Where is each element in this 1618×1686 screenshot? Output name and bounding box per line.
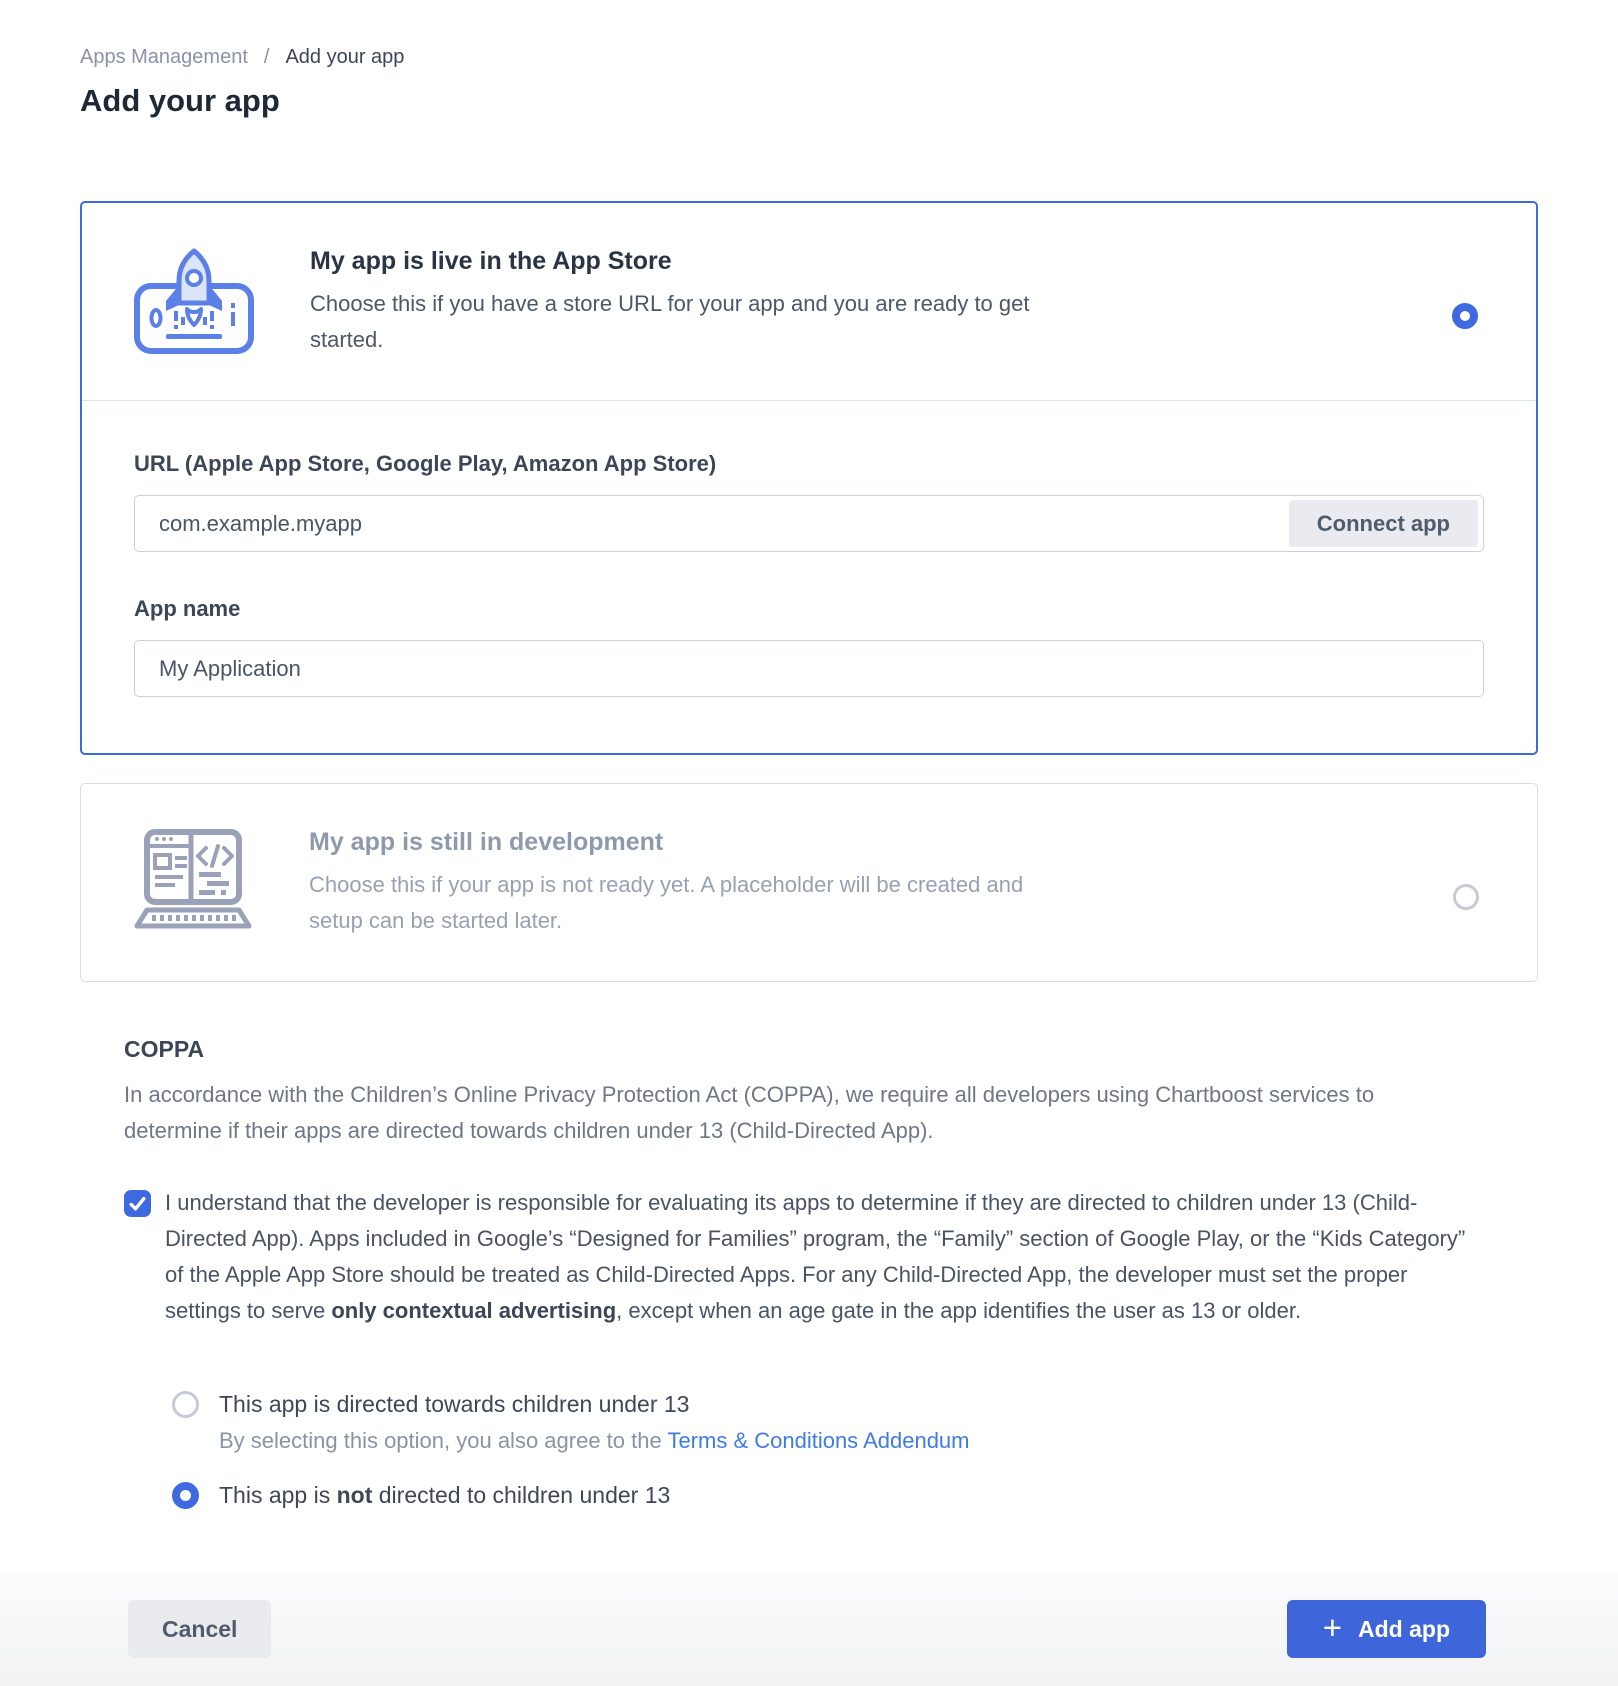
coppa-heading: COPPA bbox=[124, 1036, 205, 1062]
dev-app-description: Choose this if your app is not ready yet. A placeholder will be created and setup can be started later. bbox=[309, 872, 1024, 933]
add-app-button-label: Add app bbox=[1358, 1615, 1450, 1642]
check-icon bbox=[124, 1190, 151, 1218]
dev-app-option[interactable] bbox=[81, 784, 1537, 981]
option-not-directed-children[interactable] bbox=[172, 1482, 1538, 1509]
add-app-button[interactable] bbox=[1287, 1600, 1486, 1658]
coppa-checkbox-checked[interactable] bbox=[124, 1190, 151, 1217]
option-directed-children[interactable] bbox=[172, 1391, 1538, 1418]
not-directed-radio-label: This app is not directed to children under 13 bbox=[219, 1482, 671, 1508]
live-app-description: Choose this if you have a store URL for your app and you are ready to get started. bbox=[310, 291, 1030, 352]
directed-radio[interactable] bbox=[172, 1391, 199, 1418]
footer-bar bbox=[0, 1572, 1618, 1686]
not-directed-radio[interactable] bbox=[172, 1482, 199, 1509]
page-title: Add your app bbox=[80, 83, 280, 118]
breadcrumb-current: Add your app bbox=[285, 46, 405, 68]
breadcrumb-separator: / bbox=[263, 46, 270, 68]
live-app-form bbox=[82, 401, 1536, 753]
directed-radio-label: This app is directed towards children under 13 bbox=[219, 1391, 690, 1417]
breadcrumb-apps-management[interactable]: Apps Management bbox=[80, 46, 248, 68]
dev-app-texts bbox=[309, 828, 1059, 939]
dev-app-title: My app is still in development bbox=[309, 828, 664, 856]
app-name-input[interactable] bbox=[134, 640, 1484, 697]
directed-option-note: By selecting this option, you also agree to the Terms & Conditions Addendum bbox=[219, 1428, 970, 1453]
live-app-texts bbox=[310, 247, 1075, 358]
coppa-intro: In accordance with the Children’s Online Privacy Protection Act (COPPA), we require all developers using Chartboost services to determine if their apps are directed towards children under 13 (Child-Directed App). bbox=[124, 1082, 1375, 1143]
dev-app-card bbox=[80, 783, 1538, 982]
cancel-button[interactable]: Cancel bbox=[128, 1600, 271, 1658]
live-app-option[interactable] bbox=[82, 203, 1536, 400]
dev-app-radio[interactable] bbox=[1453, 884, 1479, 910]
laptop-code-icon bbox=[131, 828, 255, 941]
live-app-radio[interactable] bbox=[1452, 303, 1478, 329]
live-app-title: My app is live in the App Store bbox=[310, 247, 672, 275]
url-input[interactable] bbox=[134, 495, 1484, 552]
url-label: URL (Apple App Store, Google Play, Amazon App Store) bbox=[134, 451, 717, 476]
coppa-section bbox=[80, 982, 1538, 1509]
plus-icon: + bbox=[1322, 1609, 1342, 1646]
breadcrumb bbox=[80, 46, 1538, 69]
app-name-label: App name bbox=[134, 596, 241, 621]
coppa-acknowledgement-text: I understand that the developer is responsible for evaluating its apps to determine if they are directed to children under 13 (Child-Directed App). Apps included in Google’s “Designed for Families” program, the “Family” section of Google Play, or the “Kids Category” of the Apple App Store should be treated as Child-Directed Apps. For any Child-Directed App, the developer must set the proper settings to serve only contextual advertising, except when an age gate in the app identifies the user as 13 or older. bbox=[165, 1190, 1466, 1323]
live-app-card bbox=[80, 201, 1538, 755]
terms-conditions-addendum-link[interactable]: Terms & Conditions Addendum bbox=[667, 1428, 970, 1453]
connect-app-button[interactable]: Connect app bbox=[1289, 500, 1478, 547]
rocket-tablet-icon bbox=[132, 247, 256, 360]
coppa-acknowledgement-row bbox=[124, 1185, 1538, 1329]
